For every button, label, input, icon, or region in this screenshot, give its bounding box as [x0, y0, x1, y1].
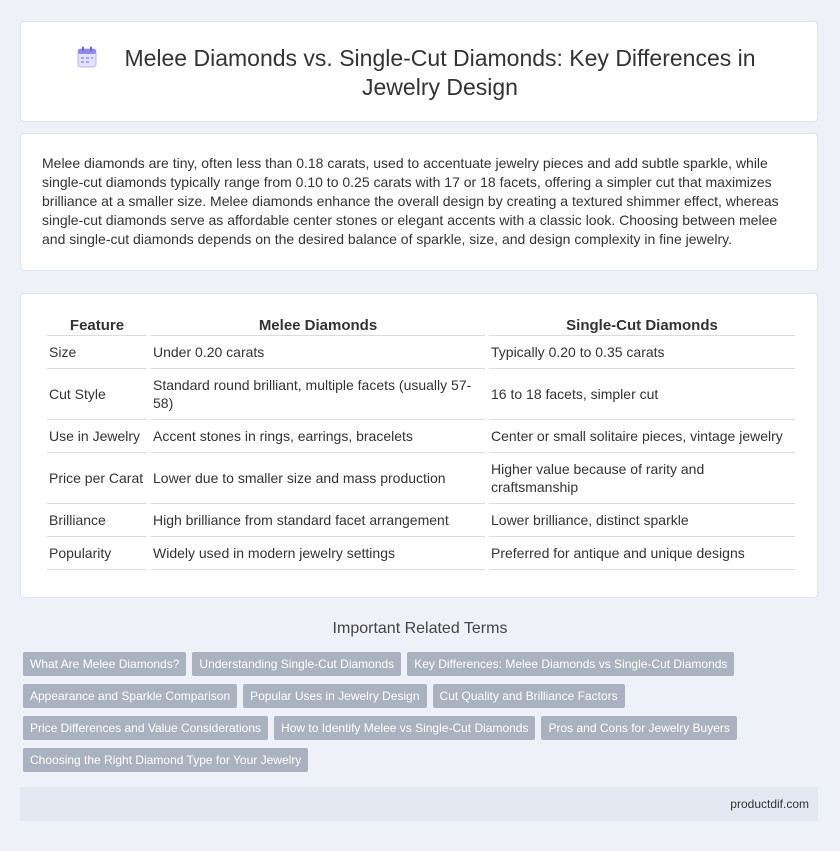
- melee-cell: Widely used in modern jewelry settings: [151, 537, 485, 570]
- related-term-link[interactable]: Price Differences and Value Considerations: [23, 716, 268, 740]
- page-title: Melee Diamonds vs. Single-Cut Diamonds: Key Differences in Jewelry Design: [124, 45, 756, 100]
- single-cut-cell: Lower brilliance, distinct sparkle: [489, 504, 795, 537]
- header-single-cut: Single-Cut Diamonds: [489, 315, 795, 336]
- related-term-link[interactable]: What Are Melee Diamonds?: [23, 652, 186, 676]
- header-feature: Feature: [47, 315, 147, 336]
- feature-cell: Use in Jewelry: [47, 420, 147, 453]
- related-terms-list: [23, 652, 803, 780]
- title-card: [20, 21, 818, 122]
- related-term-link[interactable]: Appearance and Sparkle Comparison: [23, 684, 237, 708]
- table-row: [47, 453, 795, 504]
- summary-paragraph: Melee diamonds are tiny, often less than 0.18 carats, used to accentuate jewelry pieces and add subtle sparkle, while single-cut diamonds typically range from 0.10 to 0.25 carats with 17 or 18 facets, offering a simpler cut that maximizes brilliance at a smaller size. Melee diamonds enhance the overall design by creating a textured shimmer effect, whereas single-cut diamonds serve as affordable center stones or elegant accents with a classic look. Choosing between melee and single-cut diamonds depends on the desired balance of sparkle, size, and design complexity in fine jewelry.: [42, 155, 779, 247]
- related-term-link[interactable]: Cut Quality and Brilliance Factors: [433, 684, 625, 708]
- related-term-link[interactable]: Pros and Cons for Jewelry Buyers: [541, 716, 736, 740]
- table-header-row: [47, 315, 795, 336]
- comparison-table: [43, 315, 799, 570]
- summary-card: [20, 133, 818, 271]
- related-term-link[interactable]: Understanding Single-Cut Diamonds: [192, 652, 401, 676]
- table-row: [47, 420, 795, 453]
- feature-cell: Brilliance: [47, 504, 147, 537]
- melee-cell: Standard round brilliant, multiple facets (usually 57-58): [151, 369, 485, 420]
- melee-cell: Under 0.20 carats: [151, 336, 485, 369]
- footer-site[interactable]: productdif.com: [730, 797, 809, 811]
- table-row: [47, 369, 795, 420]
- related-terms-title: Important Related Terms: [332, 620, 508, 637]
- feature-cell: Price per Carat: [47, 453, 147, 504]
- single-cut-cell: 16 to 18 facets, simpler cut: [489, 369, 795, 420]
- single-cut-cell: Higher value because of rarity and craftsmanship: [489, 453, 795, 504]
- related-term-link[interactable]: Choosing the Right Diamond Type for Your Jewelry: [23, 748, 308, 772]
- related-term-link[interactable]: Key Differences: Melee Diamonds vs Single-Cut Diamonds: [407, 652, 734, 676]
- melee-cell: Accent stones in rings, earrings, bracelets: [151, 420, 485, 453]
- related-term-link[interactable]: How to Identify Melee vs Single-Cut Diamonds: [274, 716, 535, 740]
- table-row: [47, 537, 795, 570]
- header-melee: Melee Diamonds: [151, 315, 485, 336]
- table-row: [47, 336, 795, 369]
- feature-cell: Popularity: [47, 537, 147, 570]
- comparison-table-card: [20, 293, 818, 598]
- single-cut-cell: Center or small solitaire pieces, vintage jewelry: [489, 420, 795, 453]
- single-cut-cell: Preferred for antique and unique designs: [489, 537, 795, 570]
- related-term-link[interactable]: Popular Uses in Jewelry Design: [243, 684, 426, 708]
- feature-cell: Size: [47, 336, 147, 369]
- melee-cell: Lower due to smaller size and mass production: [151, 453, 485, 504]
- single-cut-cell: Typically 0.20 to 0.35 carats: [489, 336, 795, 369]
- footer: [20, 787, 818, 821]
- table-row: [47, 504, 795, 537]
- feature-cell: Cut Style: [47, 369, 147, 420]
- melee-cell: High brilliance from standard facet arrangement: [151, 504, 485, 537]
